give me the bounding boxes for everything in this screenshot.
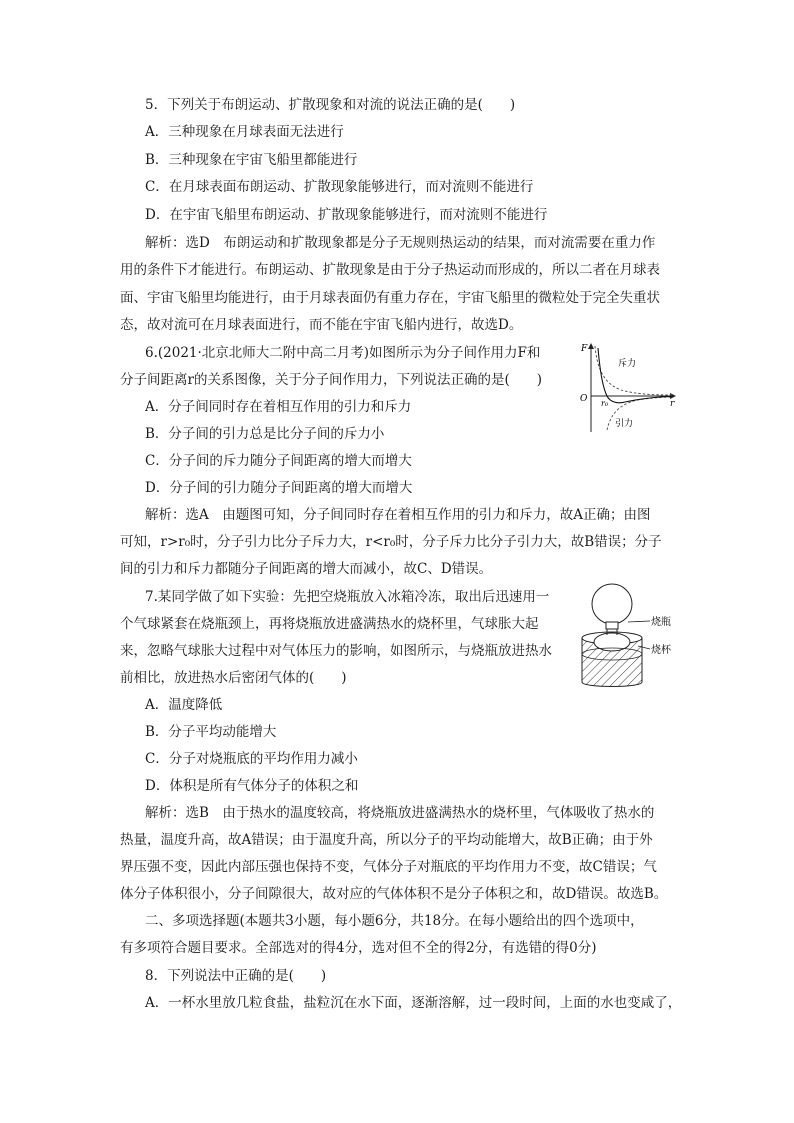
x-axis-label: r xyxy=(670,399,675,409)
q5-option-b: B．三种现象在宇宙飞船里都能进行 xyxy=(145,152,358,168)
q5-analysis-line: 面、宇宙飞船里均能进行，由于月球表面仍有重力存在，宇宙飞船里的微粒处于完全失重状 xyxy=(120,290,660,306)
q7-option-a: A．温度降低 xyxy=(145,697,223,713)
q5-analysis-line: 用的条件下才能进行。布朗运动、扩散现象是由于分子热运动而形成的，所以二者在月球表 xyxy=(120,262,660,278)
flask-balloon-figure xyxy=(578,582,682,690)
q7-analysis-line: 热量，温度升高，故A错误；由于温度升高，所以分子的平均动能增大，故B正确；由于外 xyxy=(120,832,653,848)
q7-option-c: C．分子对烧瓶底的平均作用力减小 xyxy=(145,751,358,767)
q7-stem-line: 个气球紧套在烧瓶颈上，再将烧瓶放进盛满热水的烧杯里，气球胀大起 xyxy=(120,616,539,632)
q7-analysis-line: 界压强不变，因此内部压强也保持不变，气体分子对瓶底的平均作用力不变，故C错误；气 xyxy=(120,859,657,875)
q7-stem-line: 前相比，放进热水后密闭气体的( ) xyxy=(120,670,347,686)
q5-analysis-line: 态，故对流可在月球表面进行，而不能在宇宙飞船内进行，故选D。 xyxy=(120,317,523,333)
q6-stem-line: 6.(2021·北京北师大二附中高二月考)如图所示为分子间作用力F和 xyxy=(145,345,541,361)
repulsion-curve xyxy=(595,346,672,395)
q7-stem-line: 来，忽略气球胀大过程中对气体压力的影响，如图所示，与烧瓶放进热水 xyxy=(120,643,552,659)
q6-analysis-line: 可知，r>r₀时，分子引力比分子斥力大，r<r₀时，分子斥力比分子引力大，故B错误；分子 xyxy=(120,534,662,550)
attraction-label: 引力 xyxy=(615,419,634,429)
q6-option-d: D．分子间的引力随分子间距离的增大而增大 xyxy=(145,480,413,496)
molecular-force-graph xyxy=(577,340,677,436)
q7-option-b: B．分子平均动能增大 xyxy=(145,724,277,740)
q5-analysis-line: 解析：选D 布朗运动和扩散现象都是分子无规则热运动的结果，而对流需要在重力作 xyxy=(145,235,656,251)
r0-label: r₀ xyxy=(601,399,609,408)
q8-stem: 8．下列说法中正确的是( ) xyxy=(145,968,327,984)
origin-label: O xyxy=(580,394,588,404)
beaker-label: 烧杯 xyxy=(651,645,671,656)
q7-option-d: D．体积是所有气体分子的体积之和 xyxy=(145,778,359,794)
q5-option-a: A．三种现象在月球表面无法进行 xyxy=(145,124,344,140)
q7-stem-line: 7.某同学做了如下实验：先把空烧瓶放入冰箱冷冻，取出后迅速用一 xyxy=(145,589,550,605)
q6-stem-line: 分子间距离r的关系图像，关于分子间作用力，下列说法正确的是( ) xyxy=(120,372,542,388)
balloon-neck xyxy=(606,622,618,629)
q7-analysis-line: 体分子体积很小，分子间隙很大，故对应的气体体积不是分子体积之和，故D错误。故选B。 xyxy=(120,886,668,902)
q6-option-b: B．分子间的引力总是比分子间的斥力小 xyxy=(145,426,385,442)
q6-analysis-line: 间的引力和斥力都随分子间距离的增大而减小，故C、D错误。 xyxy=(120,561,493,577)
flask-label: 烧瓶 xyxy=(651,617,671,628)
flask-leader-line xyxy=(628,621,650,622)
q7-analysis-line: 解析：选B 由于热水的温度较高，将烧瓶放进盛满热水的烧杯里，气体吸收了热水的 xyxy=(145,805,655,821)
q5-stem: 5．下列关于布朗运动、扩散现象和对流的说法正确的是( ) xyxy=(145,97,516,113)
q6-option-c: C．分子间的斥力随分子间距离的增大而增大 xyxy=(145,453,412,469)
q5-option-c: C．在月球表面布朗运动、扩散现象能够进行，而对流则不能进行 xyxy=(145,179,534,195)
q5-option-d: D．在宇宙飞船里布朗运动、扩散现象能够进行，而对流则不能进行 xyxy=(145,207,548,223)
section2-heading-line: 有多项符合题目要求。全部选对的得4分，选对但不全的得2分，有选错的得0分) xyxy=(120,940,597,956)
section2-heading-line: 二、多项选择题(本题共3小题，每小题6分，共18分。在每小题给出的四个选项中， xyxy=(145,913,644,929)
balloon xyxy=(592,584,632,624)
repulsion-label: 斥力 xyxy=(618,359,637,369)
q6-analysis-line: 解析：选A 由题图可知，分子间同时存在着相互作用的引力和斥力，故A正确；由图 xyxy=(145,507,651,523)
q6-option-a: A．分子间同时存在着相互作用的引力和斥力 xyxy=(145,399,412,415)
q8-option-a: A．一杯水里放几粒食盐，盐粒沉在水下面，逐渐溶解，过一段时间，上面的水也变咸了， xyxy=(145,995,682,1011)
y-axis-label: F xyxy=(581,344,588,354)
